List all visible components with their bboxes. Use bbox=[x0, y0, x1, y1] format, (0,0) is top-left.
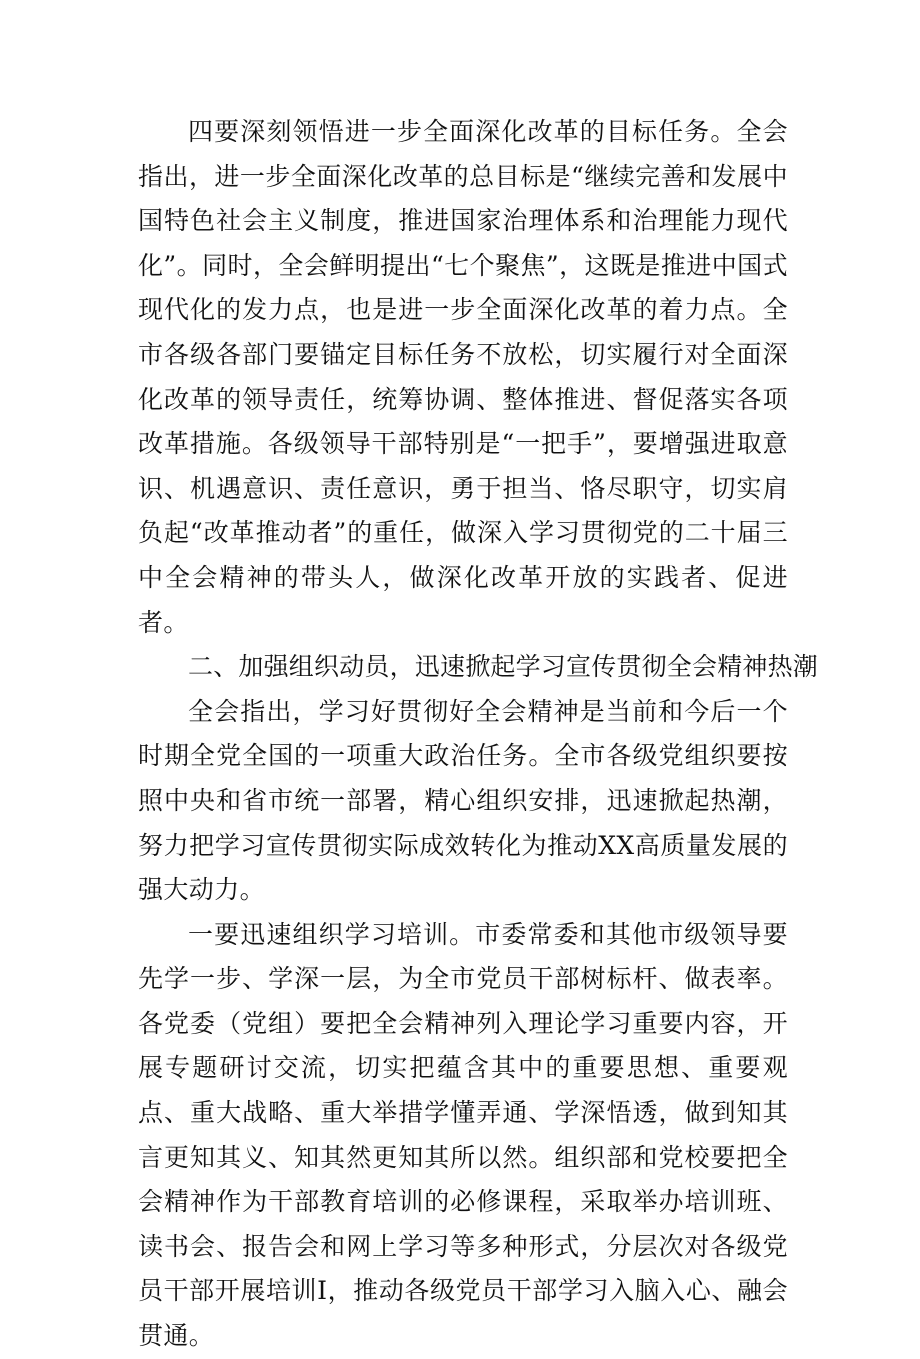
paragraph-four-goals: 四要深刻领悟进一步全面深化改革的目标任务。全会指出，进一步全面深化改革的总目标是“继续完善和发展中国特色社会主义制度，推进国家治理体系和治理能力现代化”。同时，全会鲜明提出“七个聚焦”，这既是推进中国式现代化的发力点，也是进一步全面深化改革的着力点。全市各级各部门要锚定目标任务不放松，切实履行对全面深化改革的领导责任，统筹协调、整体推进、督促落实各项改革措施。各级领导干部特别是“一把手”，要增强进取意识、机遇意识、责任意识，勇于担当、恪尽职守，切实肩负起“改革推动者”的重任，做深入学习贯彻党的二十届三中全会精神的带头人，做深化改革开放的实践者、促进者。 bbox=[138, 117, 788, 637]
section-heading-two: 二、加强组织动员，迅速掀起学习宣传贯彻全会精神热潮 bbox=[188, 652, 819, 682]
document-body bbox=[138, 110, 819, 1359]
paragraph-plenum-intro: 全会指出，学习好贯彻好全会精神是当前和今后一个时期全党全国的一项重大政治任务。全市各级党组织要按照中央和省市统一部署，精心组织安排，迅速掀起热潮，努力把学习宣传贯彻实际成效转化为推动XX高质量发展的强大动力。 bbox=[138, 696, 788, 905]
paragraph-study-training: 一要迅速组织学习培训。市委常委和其他市级领导要先学一步、学深一层，为全市党员干部树标杆、做表率。各党委（党组）要把全会精神列入理论学习重要内容，开展专题研讨交流，切实把蕴含其中的重要思想、重要观点、重大战略、重大举措学懂弄通、学深悟透，做到知其言更知其义、知其然更知其所以然。组织部和党校要把全会精神作为干部教育培训的必修课程，采取举办培训班、读书会、报告会和网上学习等多种形式，分层次对各级党员干部开展培训I，推动各级党员干部学习入脑入心、融会贯通。 bbox=[138, 919, 788, 1351]
